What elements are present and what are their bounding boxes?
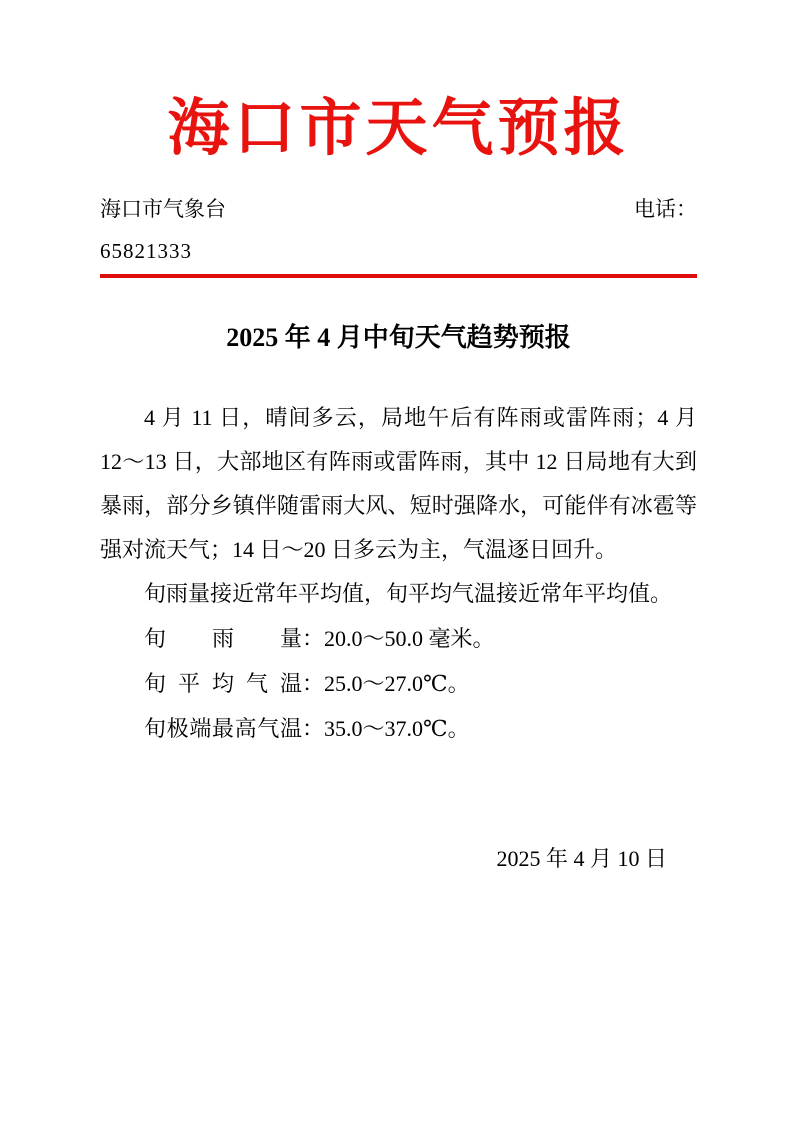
stat-label-max-temp: 旬极端最高气温 [144, 716, 302, 742]
forecast-paragraph: 4 月 11 日，晴间多云，局地午后有阵雨或雷阵雨；4 月 12～13 日，大部地区有阵雨或雷阵雨，其中 12 日局地有大到暴雨，部分乡镇伴随雷雨大风、短时强降水，可能伴有冰雹等强对流天气；14 日～20 日多云为主，气温逐日回升。 [100, 405, 697, 563]
stat-value-mean-temp: ：25.0～27.0℃。 [302, 671, 470, 697]
stat-value-rainfall: ：20.0～50.0 毫米。 [302, 626, 495, 652]
stat-row-max-temp [100, 706, 697, 751]
stat-label-mean-temp: 旬平均气温 [144, 671, 302, 697]
stat-label-rainfall: 旬雨量 [144, 626, 302, 652]
phone-number: 65821333 [100, 239, 192, 264]
summary-paragraph: 旬雨量接近常年平均值，旬平均气温接近常年平均值。 [144, 581, 673, 607]
agency-name: 海口市气象台 [100, 197, 226, 222]
report-body [100, 396, 697, 881]
doc-title: 海口市天气预报 [167, 95, 630, 163]
issue-date: 2025 年 4 月 10 日 [496, 846, 667, 872]
letterhead [100, 195, 697, 223]
divider-rule [100, 274, 697, 278]
stat-row-rainfall [100, 616, 697, 661]
stat-row-mean-temp [100, 661, 697, 706]
phone-label: 电话： [634, 197, 697, 222]
stat-value-max-temp: ：35.0～37.0℃。 [302, 716, 470, 742]
report-heading: 2025 年 4 月中旬天气趋势预报 [226, 323, 571, 353]
